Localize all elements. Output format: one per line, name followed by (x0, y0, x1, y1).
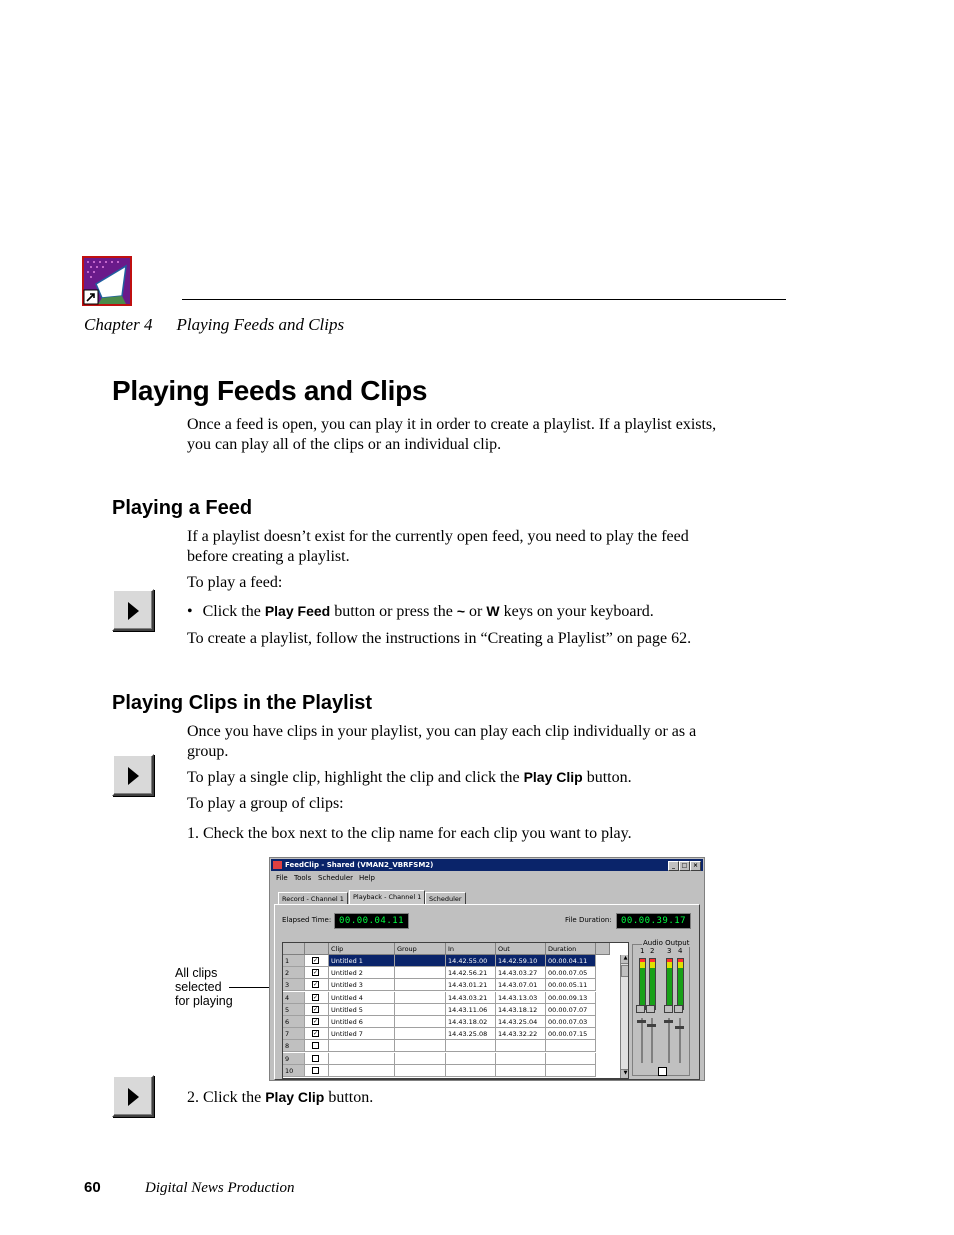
clip-checkbox[interactable]: ✓ (313, 993, 319, 1001)
check-cell (305, 1065, 329, 1077)
minimize-button[interactable]: _ (668, 861, 679, 871)
header-duration[interactable]: Duration (546, 943, 596, 955)
header-group[interactable]: Group (395, 943, 446, 955)
callout-line: All clips (175, 966, 218, 980)
header-in[interactable]: In (446, 943, 496, 955)
playlist-grid (282, 942, 629, 1079)
chapter-number: Chapter 4 (84, 315, 153, 334)
maximize-button[interactable]: □ (679, 861, 690, 871)
group-clip-instruction: To play a group of clips: (187, 795, 344, 812)
cell-group (395, 992, 446, 1004)
bullet-text: keys on your keyboard. (499, 603, 654, 620)
cell-group (395, 1016, 446, 1028)
section-heading-playing-feed: Playing a Feed (112, 497, 253, 519)
table-row[interactable] (283, 1065, 628, 1077)
instruction-text: To play a single clip, highlight the clip and click the (187, 769, 524, 786)
check-cell (305, 1016, 329, 1028)
cell-clip: Untitled 6 (329, 1016, 395, 1028)
cell-out (496, 1040, 546, 1052)
page-number: 60 (84, 1179, 101, 1196)
section-heading-playing-clips: Playing Clips in the Playlist (112, 692, 373, 714)
play-icon (128, 767, 139, 785)
row-number: 3 (283, 979, 305, 991)
close-button[interactable]: × (690, 861, 701, 871)
tab-scheduler[interactable]: Scheduler (425, 892, 466, 905)
check-cell (305, 979, 329, 991)
cell-clip: Untitled 7 (329, 1028, 395, 1040)
bullet-dot: • (187, 603, 193, 620)
cell-group (395, 1004, 446, 1016)
header-check (305, 943, 329, 955)
row-number: 6 (283, 1016, 305, 1028)
feed-paragraph: If a playlist doesn’t exist for the currently open feed, you need to play the feed before creating a playlist. (187, 528, 689, 565)
row-number: 1 (283, 955, 305, 967)
cell-dur (546, 1053, 596, 1065)
cell-clip: Untitled 5 (329, 1004, 395, 1016)
cell-group (395, 1053, 446, 1065)
clip-checkbox[interactable]: ✓ (313, 1030, 319, 1038)
table-row[interactable] (283, 1040, 628, 1052)
cell-in (446, 1065, 496, 1077)
tab-playback[interactable]: Playback - Channel 1 (349, 890, 425, 905)
cell-group (395, 955, 446, 967)
intro-paragraph: Once a feed is open, you can play it in order to create a playlist. If a playlist exists, you can play all of the clips or an individual clip. (187, 416, 717, 453)
step-1 (187, 824, 632, 844)
elapsed-time-display: 00.00.04.11 (334, 913, 409, 929)
row-number: 7 (283, 1028, 305, 1040)
fader-track-3[interactable] (668, 1018, 670, 1063)
play-clip-button-step2[interactable] (112, 1075, 154, 1117)
cell-group (395, 967, 446, 979)
cell-dur (546, 1040, 596, 1052)
cell-dur: 00.00.07.05 (546, 967, 596, 979)
step-number: 1. (187, 825, 199, 842)
play-icon (128, 1088, 139, 1106)
table-row[interactable] (283, 979, 628, 991)
bullet-text: button or press the (330, 603, 457, 620)
clip-checkbox[interactable]: ✓ (313, 1018, 319, 1025)
chapter-icon (82, 256, 132, 306)
audio-meter-1 (639, 958, 646, 1010)
check-cell (305, 1040, 329, 1052)
page-title: Playing Feeds and Clips (112, 375, 428, 406)
step-2 (187, 1088, 373, 1108)
mute-button-3[interactable] (664, 1005, 673, 1013)
channel-label-1: 1 (640, 947, 645, 955)
cell-out: 14.43.03.27 (496, 967, 546, 979)
cell-out: 14.42.59.10 (496, 955, 546, 967)
cell-group (395, 1028, 446, 1040)
file-duration-display: 00.00.39.17 (616, 913, 691, 929)
cell-in: 14.43.18.02 (446, 1016, 496, 1028)
cell-in: 14.43.03.21 (446, 992, 496, 1004)
play-clip-button[interactable] (112, 754, 154, 796)
cell-clip: Untitled 4 (329, 992, 395, 1004)
audio-output-label: Audio Output (643, 939, 690, 947)
step-number: 2. (187, 1089, 199, 1106)
clip-checkbox[interactable]: ✓ (313, 981, 319, 989)
bullet-text: or (465, 603, 487, 620)
row-number: 8 (283, 1040, 305, 1052)
mute-button-2[interactable] (646, 1005, 655, 1013)
table-row[interactable] (283, 1004, 628, 1016)
mute-button-4[interactable] (674, 1005, 683, 1013)
channel-label-2: 2 (650, 947, 655, 955)
cell-group (395, 1040, 446, 1052)
create-playlist-reference: To create a playlist, follow the instructions in “Creating a Playlist” on page 62. (187, 630, 692, 647)
table-row[interactable] (283, 1016, 628, 1028)
channel-label-4: 4 (678, 947, 683, 955)
cell-in: 14.42.55.00 (446, 955, 496, 967)
feedclip-window (269, 857, 705, 1081)
mute-button-1[interactable] (636, 1005, 645, 1013)
check-cell (305, 992, 329, 1004)
channel-label-3: 3 (667, 947, 672, 955)
audio-meter-2 (649, 958, 656, 1010)
check-cell (305, 955, 329, 967)
header-rownum (283, 943, 305, 955)
cell-out: 14.43.13.03 (496, 992, 546, 1004)
callout-line: selected (175, 980, 222, 994)
grid-scrollbar[interactable] (620, 955, 629, 1078)
cell-dur: 00.00.07.03 (546, 1016, 596, 1028)
elapsed-label: Elapsed Time: (282, 916, 332, 924)
header-clip[interactable]: Clip (329, 943, 395, 955)
callout-label (175, 966, 233, 1008)
step-text: Click the (203, 1089, 266, 1106)
link-checkbox[interactable] (658, 1067, 667, 1076)
book-title: Digital News Production (145, 1180, 295, 1196)
feed-instruction: To play a feed: (187, 574, 283, 591)
scroll-thumb[interactable] (621, 965, 629, 977)
header-rule (182, 299, 786, 300)
step-text: Check the box next to the clip name for each clip you want to play. (203, 825, 632, 842)
cell-out: 14.43.18.12 (496, 1004, 546, 1016)
table-row[interactable] (283, 992, 628, 1004)
window-titlebar (271, 859, 703, 871)
cell-clip (329, 1040, 395, 1052)
instruction-text: button. (582, 769, 632, 786)
header-extra (596, 943, 610, 955)
w-key: W (486, 603, 500, 619)
cell-in (446, 1040, 496, 1052)
cell-dur (546, 1065, 596, 1077)
cell-out: 14.43.32.22 (496, 1028, 546, 1040)
cell-dur: 00.00.04.11 (546, 955, 596, 967)
cell-dur: 00.00.05.11 (546, 979, 596, 991)
tab-record[interactable]: Record - Channel 1 (278, 892, 348, 905)
clip-checkbox[interactable] (312, 1055, 319, 1062)
play-feed-button[interactable] (112, 589, 154, 631)
running-header (84, 315, 344, 335)
cell-group (395, 1065, 446, 1077)
window-title: FeedClip - Shared (VMAN2_VBRFSM2) (285, 861, 434, 869)
check-cell (305, 1053, 329, 1065)
table-row[interactable] (283, 955, 628, 967)
duration-label: File Duration: (565, 916, 612, 924)
cell-clip (329, 1065, 395, 1077)
menu-file[interactable]: File (276, 874, 288, 882)
cell-dur: 00.00.07.15 (546, 1028, 596, 1040)
audio-meter-3 (666, 958, 673, 1010)
fader-knob-4[interactable] (675, 1026, 684, 1029)
cell-in: 14.43.11.06 (446, 1004, 496, 1016)
play-icon (128, 602, 139, 620)
single-clip-instruction (187, 768, 632, 788)
check-cell (305, 1004, 329, 1016)
scroll-down-arrow[interactable]: ▼ (621, 1069, 629, 1078)
check-cell (305, 1028, 329, 1040)
menu-scheduler[interactable]: Scheduler (318, 874, 354, 882)
cell-in: 14.43.25.08 (446, 1028, 496, 1040)
table-row[interactable] (283, 1053, 628, 1065)
fader-knob-2[interactable] (647, 1024, 656, 1027)
clip-checkbox[interactable]: ✓ (313, 1005, 319, 1013)
cell-dur: 00.00.09.13 (546, 992, 596, 1004)
table-row[interactable] (283, 1028, 628, 1040)
play-feed-label: Play Feed (264, 603, 331, 619)
table-row[interactable] (283, 967, 628, 979)
cell-clip: Untitled 2 (329, 967, 395, 979)
clip-checkbox[interactable] (312, 1067, 319, 1074)
cell-group (395, 979, 446, 991)
row-number: 2 (283, 967, 305, 979)
grid-header (283, 943, 628, 955)
row-number: 5 (283, 1004, 305, 1016)
clip-checkbox[interactable]: ✓ (313, 969, 319, 977)
cell-in (446, 1053, 496, 1065)
feed-bullet (187, 602, 654, 622)
step-text: button. (324, 1089, 374, 1106)
cell-out (496, 1053, 546, 1065)
menu-help[interactable]: Help (359, 874, 375, 882)
callout-line: for playing (175, 994, 233, 1008)
clips-paragraph: Once you have clips in your playlist, you can play each clip individually or as a group. (187, 723, 697, 760)
clip-checkbox[interactable]: ✓ (313, 957, 319, 964)
cell-clip (329, 1053, 395, 1065)
cell-clip: Untitled 1 (329, 955, 395, 967)
check-cell (305, 967, 329, 979)
cell-dur: 00.00.07.07 (546, 1004, 596, 1016)
play-clip-label: Play Clip (523, 769, 583, 785)
row-number: 9 (283, 1053, 305, 1065)
cell-clip: Untitled 3 (329, 979, 395, 991)
fader-knob-3[interactable] (664, 1020, 673, 1023)
tilde-key: ~ (456, 603, 466, 619)
fader-knob-1[interactable] (637, 1020, 646, 1023)
scroll-up-arrow[interactable]: ▲ (621, 955, 629, 964)
header-out[interactable]: Out (496, 943, 546, 955)
cell-out: 14.43.07.01 (496, 979, 546, 991)
cell-in: 14.42.56.21 (446, 967, 496, 979)
clip-checkbox[interactable] (312, 1042, 319, 1049)
fader-track-1[interactable] (641, 1018, 643, 1063)
play-clip-label: Play Clip (265, 1089, 325, 1105)
row-number: 10 (283, 1065, 305, 1077)
bullet-text: Click the (202, 603, 265, 620)
audio-mute-buttons (636, 1005, 686, 1013)
row-number: 4 (283, 992, 305, 1004)
cell-in: 14.43.01.21 (446, 979, 496, 991)
fader-track-4[interactable] (679, 1018, 681, 1063)
chapter-title: Playing Feeds and Clips (176, 315, 345, 334)
app-icon (273, 861, 282, 869)
menu-tools[interactable]: Tools (294, 874, 312, 882)
audio-meter-4 (677, 958, 684, 1010)
cell-out (496, 1065, 546, 1077)
cell-out: 14.43.25.04 (496, 1016, 546, 1028)
